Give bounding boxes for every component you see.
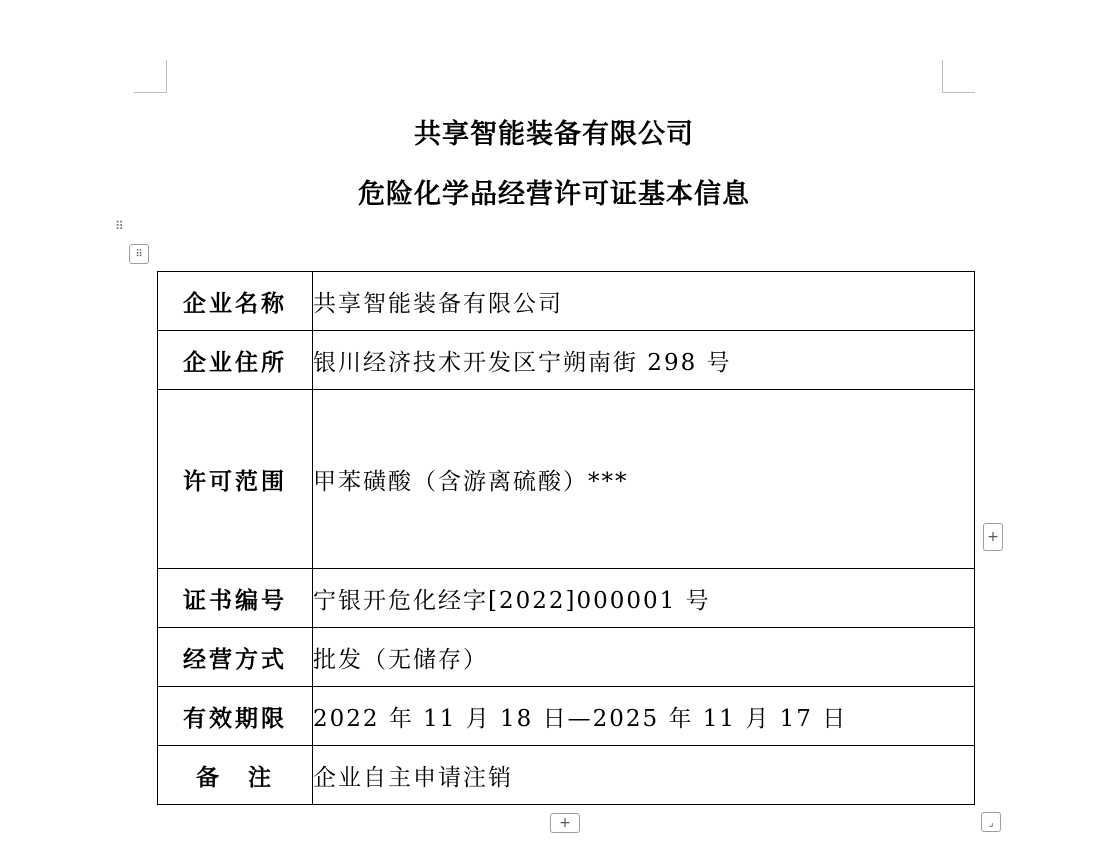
- resize-corner-icon[interactable]: ⌟: [981, 812, 1001, 832]
- add-row-plus-icon[interactable]: +: [550, 813, 580, 833]
- row-value[interactable]: 宁银开危化经字[2022]000001 号: [313, 569, 975, 628]
- add-column-plus-icon[interactable]: +: [983, 523, 1003, 551]
- document-title: 共享智能装备有限公司: [414, 119, 694, 150]
- row-label: 企业住所: [158, 331, 313, 390]
- row-label: 企业名称: [158, 272, 313, 331]
- row-label: 许可范围: [158, 390, 313, 569]
- row-value[interactable]: 共享智能装备有限公司: [313, 272, 975, 331]
- row-value[interactable]: 银川经济技术开发区宁朔南街 298 号: [313, 331, 975, 390]
- table-row: [158, 569, 975, 628]
- page-corner-mark-top-right: [942, 60, 975, 93]
- row-label: 经营方式: [158, 628, 313, 687]
- row-label: 备 注: [158, 746, 313, 805]
- table-row: [158, 331, 975, 390]
- table-row: [158, 390, 975, 569]
- table-move-handle-icon[interactable]: ⠿: [129, 244, 149, 264]
- row-value[interactable]: 企业自主申请注销: [313, 746, 975, 805]
- page-corner-mark-top-left: [134, 60, 167, 93]
- row-label: 有效期限: [158, 687, 313, 746]
- table-row: [158, 628, 975, 687]
- drag-dots-icon[interactable]: ⠿: [115, 219, 124, 233]
- license-info-table: [157, 271, 975, 805]
- row-label: 证书编号: [158, 569, 313, 628]
- table-row: [158, 687, 975, 746]
- row-value[interactable]: 甲苯磺酸（含游离硫酸）***: [313, 390, 975, 569]
- table-row: [158, 746, 975, 805]
- row-value[interactable]: 批发（无储存）: [313, 628, 975, 687]
- document-subtitle: 危险化学品经营许可证基本信息: [358, 179, 750, 210]
- table-row: [158, 272, 975, 331]
- row-value[interactable]: 2022 年 11 月 18 日—2025 年 11 月 17 日: [313, 687, 975, 746]
